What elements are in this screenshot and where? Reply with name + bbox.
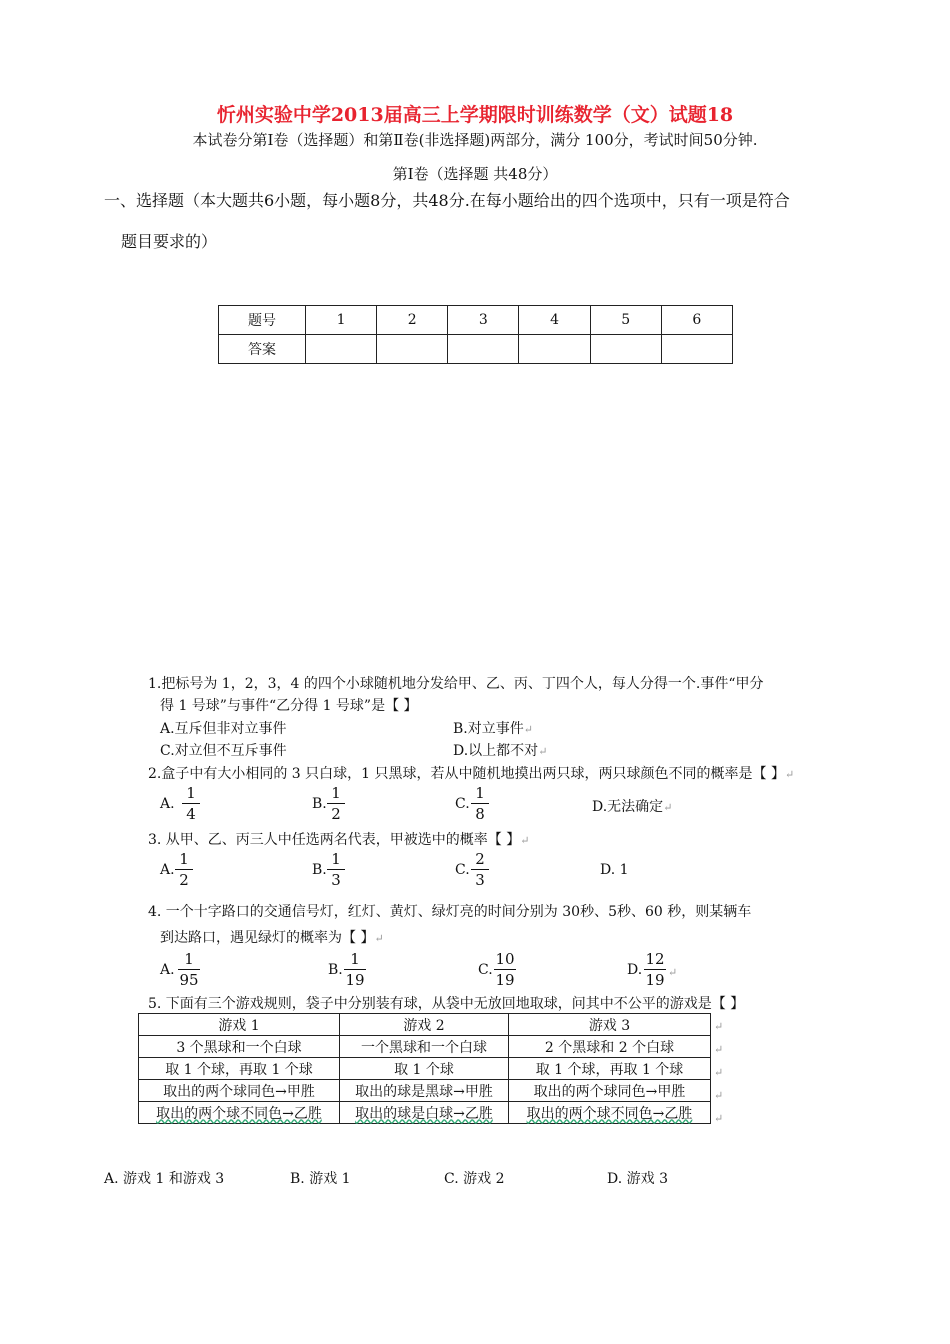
denominator: 2 bbox=[179, 871, 189, 889]
q1-line1: 1.把标号为 1，2，3，4 的四个小球随机地分发给甲、乙、丙、丁四个人，每人分得一个.事件“甲分 bbox=[148, 676, 764, 692]
option-text: D.以上都不对 bbox=[453, 743, 539, 759]
answer-cell bbox=[590, 335, 661, 364]
answer-table bbox=[218, 305, 733, 364]
section-instructions-line1: 一、选择题（本大题共6小题，每小题8分，共48分.在每小题给出的四个选项中，只有一项是符合 bbox=[104, 191, 790, 210]
q5-text: 5. 下面有三个游戏规则，袋子中分别装有球，从袋中无放回地取球，问其中不公平的游戏是【 】 bbox=[148, 996, 745, 1012]
answer-cell bbox=[448, 335, 519, 364]
q5-option-c: C. 游戏 2 bbox=[444, 1171, 505, 1187]
return-mark-icon: ↵ bbox=[714, 1043, 724, 1056]
q5-option-a: A. 游戏 1 和游戏 3 bbox=[104, 1171, 225, 1187]
q3-option-c-fraction bbox=[469, 850, 491, 889]
exam-title: 忻州实验中学2013届高三上学期限时训练数学（文）试题18 bbox=[216, 104, 734, 126]
q5-option-b: B. 游戏 1 bbox=[290, 1171, 351, 1187]
return-mark-icon: ↵ bbox=[523, 723, 533, 736]
q2-option-a-label: A. bbox=[160, 796, 175, 812]
table-cell: 取出的两个球同色→甲胜 bbox=[139, 1080, 340, 1102]
table-row bbox=[139, 1102, 711, 1124]
return-mark-icon: ↵ bbox=[538, 745, 548, 758]
q3-text bbox=[148, 829, 529, 849]
table-cell: 6 bbox=[661, 306, 732, 335]
denominator: 3 bbox=[331, 871, 341, 889]
numerator: 1 bbox=[331, 850, 341, 868]
fraction-bar bbox=[327, 869, 345, 870]
table-cell: 2 bbox=[377, 306, 448, 335]
numerator: 10 bbox=[495, 950, 515, 968]
return-mark-icon: ↵ bbox=[520, 834, 530, 847]
denominator: 19 bbox=[495, 971, 515, 989]
table-row bbox=[139, 1080, 711, 1102]
q4-option-d-label: D. bbox=[627, 962, 643, 978]
answer-cell bbox=[377, 335, 448, 364]
table-row bbox=[139, 1058, 711, 1080]
q4-option-c-label: C. bbox=[478, 962, 493, 978]
q3-option-a-fraction bbox=[173, 850, 195, 889]
fraction-bar bbox=[644, 969, 666, 970]
q4-option-b-fraction bbox=[342, 950, 368, 989]
q4-option-d-fraction bbox=[642, 950, 668, 989]
table-cell: 4 bbox=[519, 306, 590, 335]
q3-option-b-fraction bbox=[325, 850, 347, 889]
numerator: 1 bbox=[331, 784, 341, 802]
return-mark-icon: ↵ bbox=[714, 1020, 724, 1033]
q4-line2 bbox=[160, 927, 384, 947]
fraction-bar bbox=[471, 803, 489, 804]
numerator: 1 bbox=[350, 950, 360, 968]
q1-option-a: A.互斥但非对立事件 bbox=[160, 721, 287, 737]
return-mark-icon: ↵ bbox=[374, 932, 384, 945]
denominator: 4 bbox=[186, 805, 196, 823]
q4-option-b-label: B. bbox=[328, 962, 343, 978]
part1-title: 第Ⅰ卷（选择题 共48分） bbox=[392, 165, 558, 183]
answer-cell bbox=[661, 335, 732, 364]
q2-option-d bbox=[592, 796, 672, 816]
q3-option-b-label: B. bbox=[312, 862, 327, 878]
q2-option-b-label: B. bbox=[312, 796, 327, 812]
numerator: 12 bbox=[645, 950, 665, 968]
answer-cell bbox=[519, 335, 590, 364]
denominator: 8 bbox=[475, 805, 485, 823]
return-mark-icon: ↵ bbox=[784, 768, 795, 781]
numerator: 1 bbox=[186, 784, 196, 802]
table-cell: 3 个黑球和一个白球 bbox=[139, 1036, 340, 1058]
return-mark-icon: ↵ bbox=[714, 1112, 724, 1125]
fraction-bar bbox=[494, 969, 516, 970]
fraction-bar bbox=[182, 803, 200, 804]
q2-text bbox=[148, 763, 794, 783]
q3-option-d: D. 1 bbox=[600, 862, 629, 878]
denominator: 95 bbox=[179, 971, 199, 989]
exam-subtitle: 本试卷分第Ⅰ卷（选择题）和第Ⅱ卷(非选择题)两部分，满分 100分，考试时间50分钟. bbox=[192, 131, 758, 149]
numerator: 1 bbox=[475, 784, 485, 802]
table-cell: 游戏 1 bbox=[139, 1014, 340, 1036]
return-mark-icon: ↵ bbox=[668, 966, 678, 979]
numerator: 1 bbox=[179, 850, 189, 868]
q1-line2: 得 1 号球”与事件“乙分得 1 号球”是【 】 bbox=[160, 698, 418, 714]
table-cell: 一个黑球和一个白球 bbox=[340, 1036, 509, 1058]
return-mark-icon: ↵ bbox=[663, 801, 673, 814]
table-cell: 取出的球是黑球→甲胜 bbox=[340, 1080, 509, 1102]
question-text: 2.盒子中有大小相同的 3 只白球，1 只黑球，若从中随机地摸出两只球，两只球颜色不同的概率是【 】 bbox=[148, 766, 785, 782]
table-cell: 取出的两个球同色→甲胜 bbox=[509, 1080, 711, 1102]
question-text: 到达路口，遇见绿灯的概率为【 】 bbox=[160, 930, 375, 946]
answer-table-answer-row bbox=[219, 335, 733, 364]
q2-option-c-fraction bbox=[469, 784, 491, 823]
fraction-bar bbox=[175, 869, 193, 870]
table-cell: 3 bbox=[448, 306, 519, 335]
table-row bbox=[139, 1014, 711, 1036]
q4-option-a-fraction bbox=[176, 950, 202, 989]
table-cell: 取 1 个球，再取 1 个球 bbox=[509, 1058, 711, 1080]
numerator: 1 bbox=[184, 950, 194, 968]
table-cell: 取出的两个球不同色→乙胜 bbox=[509, 1102, 711, 1124]
table-cell: 5 bbox=[590, 306, 661, 335]
fraction-bar bbox=[471, 869, 489, 870]
table-cell: 取出的球是白球→乙胜 bbox=[340, 1102, 509, 1124]
return-mark-icon: ↵ bbox=[714, 1089, 724, 1102]
q1-option-c: C.对立但不互斥事件 bbox=[160, 743, 287, 759]
fraction-bar bbox=[178, 969, 200, 970]
table-cell: 游戏 3 bbox=[509, 1014, 711, 1036]
q4-line1: 4. 一个十字路口的交通信号灯，红灯、黄灯、绿灯亮的时间分别为 30秒、5秒、60 秒，则某辆车 bbox=[148, 904, 752, 920]
denominator: 3 bbox=[475, 871, 485, 889]
table-cell: 2 个黑球和 2 个白球 bbox=[509, 1036, 711, 1058]
option-text: D.无法确定 bbox=[592, 799, 664, 815]
q4-option-a-label: A. bbox=[160, 962, 175, 978]
table-cell: 游戏 2 bbox=[340, 1014, 509, 1036]
table-row bbox=[139, 1036, 711, 1058]
table-cell: 题号 bbox=[219, 306, 306, 335]
games-table bbox=[138, 1013, 711, 1124]
answer-cell bbox=[306, 335, 377, 364]
denominator: 2 bbox=[331, 805, 341, 823]
answer-table-header-row bbox=[219, 306, 733, 335]
denominator: 19 bbox=[345, 971, 365, 989]
option-text: B.对立事件 bbox=[453, 721, 524, 737]
table-cell: 取 1 个球 bbox=[340, 1058, 509, 1080]
fraction-bar bbox=[327, 803, 345, 804]
q2-option-c-label: C. bbox=[455, 796, 470, 812]
numerator: 2 bbox=[475, 850, 485, 868]
table-cell: 1 bbox=[306, 306, 377, 335]
q3-option-c-label: C. bbox=[455, 862, 470, 878]
fraction-bar bbox=[344, 969, 366, 970]
q1-option-b bbox=[453, 718, 533, 738]
q3-option-a-label: A. bbox=[160, 862, 175, 878]
table-cell: 取 1 个球，再取 1 个球 bbox=[139, 1058, 340, 1080]
denominator: 19 bbox=[645, 971, 665, 989]
question-text: 3. 从甲、乙、丙三人中任选两名代表，甲被选中的概率【 】 bbox=[148, 832, 521, 848]
return-mark-icon: ↵ bbox=[714, 1066, 724, 1079]
q2-option-b-fraction bbox=[325, 784, 347, 823]
section-instructions-line2: 题目要求的） bbox=[121, 232, 218, 251]
q2-option-a-fraction bbox=[180, 784, 202, 823]
table-cell: 答案 bbox=[219, 335, 306, 364]
q1-option-d bbox=[453, 740, 547, 760]
table-cell: 取出的两个球不同色→乙胜 bbox=[139, 1102, 340, 1124]
q5-option-d: D. 游戏 3 bbox=[607, 1171, 668, 1187]
q4-option-c-fraction bbox=[492, 950, 518, 989]
